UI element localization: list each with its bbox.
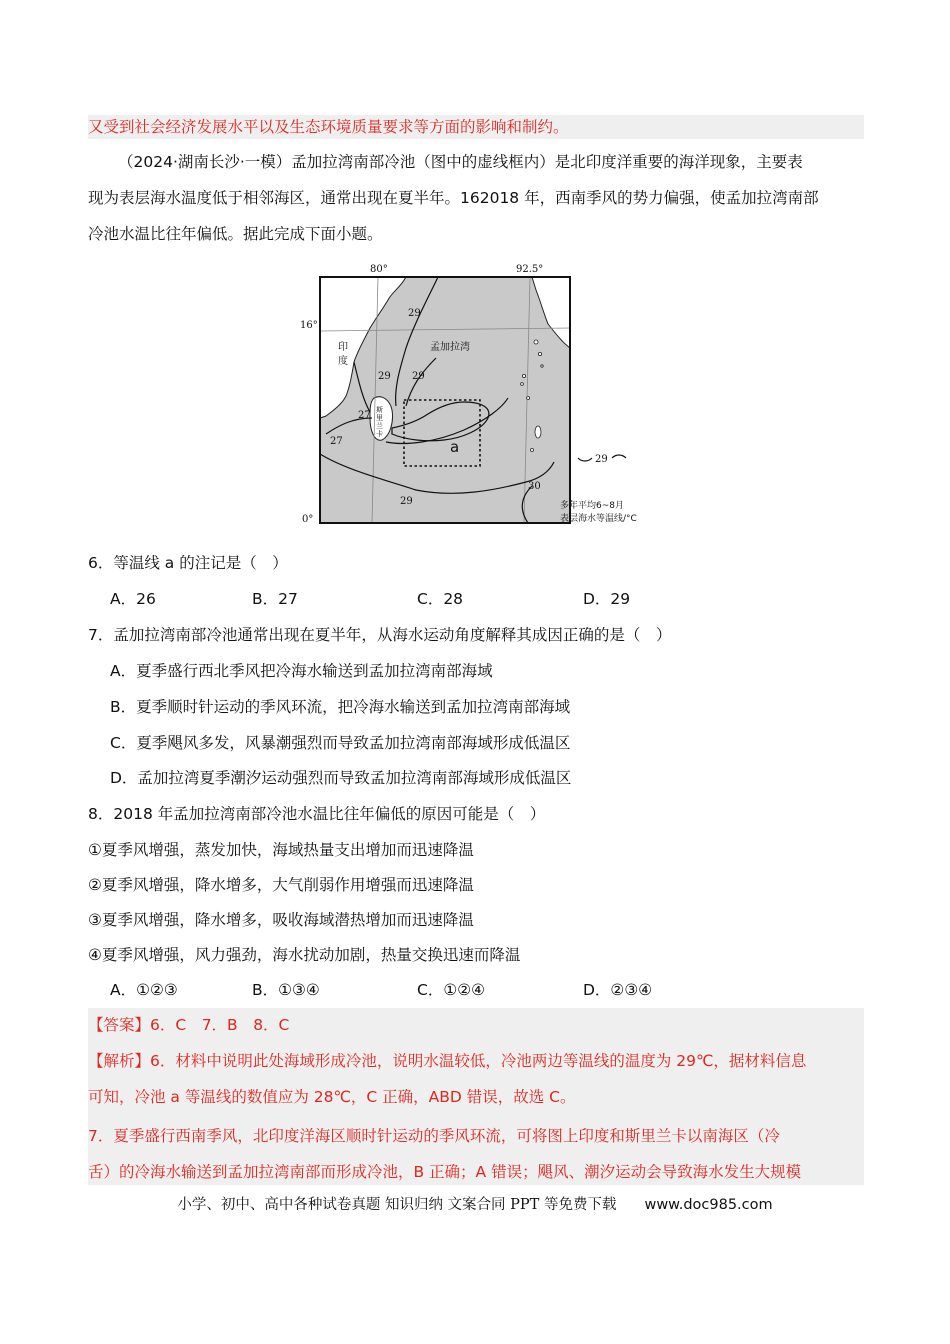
q7-option-c: C．夏季飓风多发，风暴潮强烈而导致孟加拉湾南部海域形成低温区 (110, 734, 571, 752)
intro-line-3: 冷池水温比往年偏低。据此完成下面小题。 (88, 225, 383, 243)
footer-text: 小学、初中、高中各种试卷真题 知识归纳 文案合同 PPT 等免费下载 (177, 1197, 617, 1213)
iso-27-srilanka: 27 (358, 410, 371, 421)
q7-option-a: A．夏季盛行西北季风把冷海水输送到孟加拉湾南部海域 (110, 662, 493, 680)
q6-option-c: C．28 (417, 590, 464, 608)
top-continuation-block (88, 115, 864, 139)
bay-of-bengal-map (296, 258, 656, 533)
srilanka-label-1: 斯 (376, 406, 383, 414)
top-continuation-text: 又受到社会经济发展水平以及生态环境质量要求等方面的影响和制约。 (88, 118, 569, 136)
lon-925-label: 92.5° (516, 264, 544, 275)
analysis-p1-line1: 6．材料中说明此处海域形成冷池，说明水温较低，冷池两边等温线的温度为 29℃，据材料信息 (150, 1052, 807, 1070)
q8-item-3: ③夏季风增强，降水增多，吸收海域潜热增加而迅速降温 (88, 911, 474, 929)
q8-item-4: ④夏季风增强，风力强劲，海水扰动加剧，热量交换迅速而降温 (88, 946, 521, 964)
intro-line-1: （2024·湖南长沙·一模）孟加拉湾南部冷池（图中的虚线框内）是北印度洋重要的海洋现象，主要表 (118, 153, 803, 171)
srilanka-label-2: 里 (376, 414, 383, 422)
iso-27-west: 27 (330, 436, 343, 447)
legend-line-2: 表层海水等温线/°C (560, 514, 637, 524)
q8-stem: 8．2018 年孟加拉湾南部冷池水温比往年偏低的原因可能是（ ） (88, 805, 546, 823)
india-label-1: 印 (338, 342, 348, 353)
iso-29-north: 29 (408, 308, 421, 319)
iso-29-center: 29 (412, 371, 425, 382)
q7-option-b: B．夏季顺时针运动的季风环流，把冷海水输送到孟加拉湾南部海域 (110, 698, 571, 716)
q6-stem: 6．等温线 a 的注记是（ ） (88, 554, 288, 572)
legend-line-1: 多年平均6~8月 (560, 501, 624, 511)
q6-option-b: B．27 (252, 590, 298, 608)
intro-line-2: 现为表层海水温度低于相邻海区，通常出现在夏半年。162018 年，西南季风的势力偏强，使孟加拉湾南部 (88, 189, 819, 207)
bay-label: 孟加拉湾 (430, 342, 470, 353)
q8-item-2: ②夏季风增强，降水增多，大气削弱作用增强而迅速降温 (88, 876, 474, 894)
page-footer (0, 1193, 950, 1214)
answer-line (88, 1013, 289, 1037)
footer-url[interactable]: www.doc985.com (644, 1197, 773, 1213)
answer-label: 【答案】 (88, 1016, 151, 1034)
q8-item-1: ①夏季风增强，蒸发加快，海域热量支出增加而迅速降温 (88, 841, 474, 859)
q8-option-a: A．①②③ (110, 981, 178, 999)
lon-80-label: 80° (370, 264, 388, 275)
analysis-label: 【解析】 (88, 1052, 151, 1070)
q7-option-d: D．孟加拉湾夏季潮汐运动强烈而导致孟加拉湾南部海域形成低温区 (110, 769, 572, 787)
analysis-line-1 (88, 1049, 806, 1073)
srilanka-label-4: 卡 (376, 430, 383, 438)
iso-30-label: 30 (528, 481, 541, 492)
isotherm-a-label: a (450, 438, 460, 456)
analysis-p1-line2: 可知，冷池 a 等温线的数值应为 28℃，C 正确，ABD 错误，故选 C。 (88, 1088, 576, 1106)
iso-29-west: 29 (378, 371, 391, 382)
lat-16-label: 16° (300, 320, 318, 331)
lat-0-label: 0° (302, 514, 314, 525)
analysis-p2-line1: 7．夏季盛行西南季风，北印度洋海区顺时针运动的季风环流，可将图上印度和斯里兰卡以南海区（冷 (88, 1127, 780, 1145)
india-label-2: 度 (338, 356, 348, 367)
q8-option-c: C．①②④ (417, 981, 486, 999)
analysis-p2-line2: 舌）的冷海水输送到孟加拉湾南部而形成冷池，B 正确；A 错误；飓风、潮汐运动会导致海水发生大规模 (88, 1163, 802, 1181)
q6-option-d: D．29 (583, 590, 631, 608)
srilanka-label-3: 兰 (376, 422, 383, 430)
q8-option-b: B．①③④ (252, 981, 320, 999)
q8-option-d: D．②③④ (583, 981, 653, 999)
answer-text: 6．C 7．B 8．C (150, 1016, 290, 1034)
iso-29-south: 29 (400, 496, 413, 507)
legend-sample-label: 29 (595, 454, 608, 465)
q6-option-a: A．26 (110, 590, 156, 608)
q7-stem: 7．孟加拉湾南部冷池通常出现在夏半年，从海水运动角度解释其成因正确的是（ ） (88, 626, 672, 644)
